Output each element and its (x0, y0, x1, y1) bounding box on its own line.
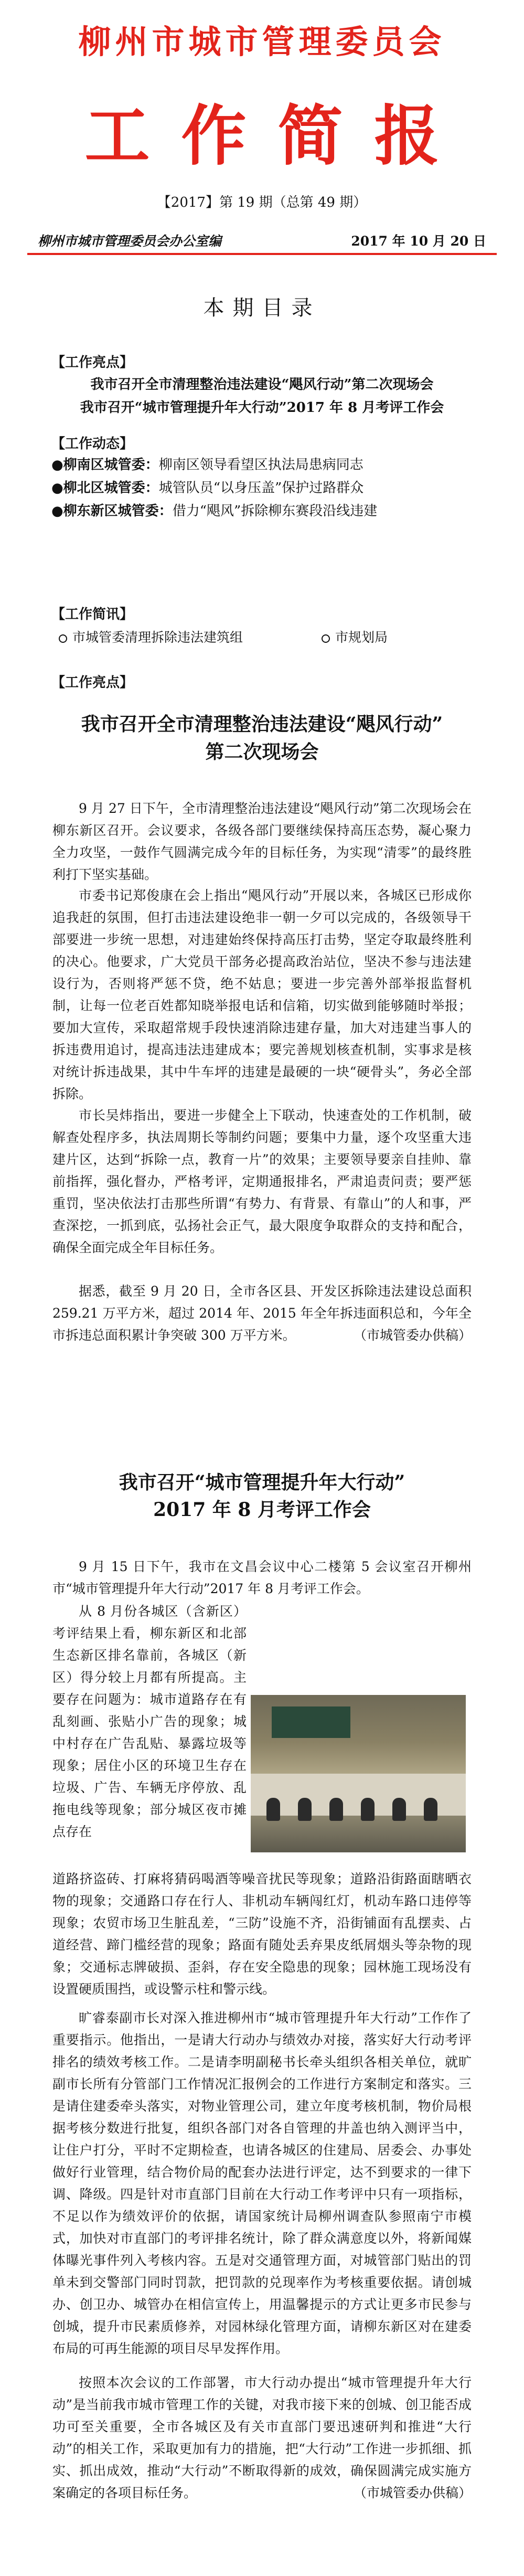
toc-brief-item (322, 627, 388, 646)
article2-wrap-paragraph: 从 8 月份各城区（含新区）考评结果上看，柳东新区和北部生态新区排名靠前，各城区（新区）得分较上月都有所提高。主要存在问题为：城市道路存在有乱刻画、张贴小广告的现象；城中村存在广告乱贴、暴露垃圾等现象；居住小区的环境卫生存在垃圾、广告、车辆无序停放、乱拖电线等现象；部分城区夜市摊点存在 (52, 1604, 247, 1839)
circle-bullet-icon (322, 634, 330, 643)
toc-highlight-item: 我市召开“城市管理提升年大行动”2017 年 8 月考评工作会 (80, 400, 444, 416)
article1-paragraph: 9 月 27 日下午，全市清理整治违法建设“飓风行动”第二次现场会在柳东新区召开。会议要求，各级各部门要继续保持高压态势，凝心聚力全力攻坚，一鼓作气圆满完成今年的目标任务，为实现“清零”的最终胜利打下坚实基础。 (52, 801, 472, 882)
article1-title-line1: 我市召开全市清理整治违法建设“飓风行动” (81, 713, 443, 735)
article2-paragraph (52, 2372, 472, 2504)
toc-highlight-item: 我市召开全市清理整治违法建设“飓风行动”第二次现场会 (90, 377, 434, 393)
dynamics-org: ●柳东新区城管委： (51, 503, 173, 519)
dynamics-text: 借力“飓风”拆除柳东赛段沿线违建 (172, 503, 378, 519)
article1-paragraph (52, 1280, 472, 1347)
publisher-line (38, 231, 486, 250)
photo-screen-shape (272, 1706, 350, 1738)
dynamics-org: ●柳南区城管委： (51, 457, 159, 473)
toc-dynamics-item (51, 478, 363, 499)
brief-title: 工作简报 (84, 98, 471, 174)
photo-person-shape (361, 1798, 375, 1821)
org-name-header: 柳州市城市管理委员会 (78, 23, 446, 61)
issue-number: 【2017】第 19 期（总第 49 期） (157, 195, 367, 210)
toc-dynamics-item (51, 501, 377, 522)
article2-paragraph: 旷睿泰副市长对深入推进柳州市“城市管理提升年大行动”工作作了重要指示。他指出，一是请大行动办与绩效办对接，落实好大行动考评排名的绩效考核工作。二是请李明副秘书长牵头组织各相关单位，就旷副市长所有分管部门工作情况汇报例会的工作进行方案制定和落实。三是请住建委牵头落实，对物业管理公司，建立年度考核机制，物价局根据考核分数进行批复，组织各部门对各自管理的井盖也纳入测评当中，让住户打分，平时不定期检查，也请各城区的住建局、居委会、办事处做好行业管理，结合物价局的配套办法进行评定，达不到要求的一律下调、降级。四是针对市直部门目前在大行动工作考评中只有一项指标，不足以作为绩效评价的依据，请国家统计局柳州调查队参照南宁市模式，加快对市直部门的考评排名统计，除了群众满意度以外，将新闻媒体曝光事件列入考核内容。五是对交通管理方面，对城管部门贴出的罚单未到交警部门同时罚款，把罚款的兑现率作为考核重要依据。请创城办、创卫办、城管办在相信宣传上，用温馨提示的方式让更多市民参与创城，提升市民素质修养，对园林绿化管理方面，请柳东新区对在建委布局的可再生能源的项目尽早发挥作用。 (52, 2010, 472, 2356)
publisher-name: 柳州市城市管理委员会办公室编 (38, 234, 222, 249)
article1-paragraph-text: 据悉，截至 9 月 20 日，全市各区县、开发区拆除违法建设总面积 259.21 万平方米，超过 2014 年、2015 年全年拆违面积总和，今年全市拆违总面积累计争突破 300 万平方米。 (52, 1284, 472, 1343)
article-highlights-label: 【工作亮点】 (51, 675, 134, 691)
article2-paragraph-text: 按照本次会议的工作部署，市大行动办提出“城市管理提升年大行动”是当前我市城市管理工作的关键，对我市接下来的创城、创卫能否成功可至关重要，全市各城区及有关市直部门要迅速研判和推进“大行动”的相关工作，采取更加有力的措施，把“大行动”工作进一步抓细、抓实、抓出成效，推动“大行动”不断取得新的成效，确保圆满完成实施方案确定的各项目标任务。 (52, 2375, 472, 2500)
toc-briefs-list (59, 627, 388, 646)
article2-title-line2: 2017 年 8 月考评工作会 (153, 1499, 371, 1521)
toc-dynamics-item (51, 454, 363, 475)
toc-highlights-label: 【工作亮点】 (51, 355, 134, 370)
dynamics-org: ●柳北区城管委： (51, 480, 159, 496)
toc-dynamics-label: 【工作动态】 (51, 436, 134, 452)
brief-item-text: 市城管委清理拆除违法建筑组 (72, 630, 243, 645)
photo-person-shape (392, 1798, 406, 1821)
dynamics-text: 城管队员“以身压盖”保护过路群众 (158, 480, 364, 496)
toc-briefs-label: 【工作简讯】 (51, 607, 134, 622)
article2-byline: （市城管委办供稿） (353, 2485, 472, 2500)
photo-person-shape (298, 1798, 312, 1821)
article1-paragraph: 市委书记郑俊康在会上指出“飓风行动”开展以来，各城区已形成你追我赶的氛围，但打击违法建设绝非一朝一夕可以完成的，各级领导干部要进一步统一思想，对违建始终保持高压打击势，坚定夺取最终胜利的决心。他要求，广大党员干部务必提高政治站位，坚决不参与违法建设行为，否则将严惩不贷，绝不姑息；要进一步完善外部举报监督机制，让每一位老百姓都知晓举报电话和信箱，切实做到能够随时举报；要加大宣传，采取超常规手段快速消除违建存量，加大对违建当事人的拆违费用追讨，提高违法违建成本；要完善规划核查机制，实事求是核对统计拆违战果，其中牛车坪的违建是最硬的一块“硬骨头”，务必全部拆除。 (52, 888, 472, 1101)
brief-item-text: 市规划局 (335, 630, 388, 645)
publish-date: 2017 年 10 月 20 日 (351, 234, 486, 249)
photo-person-shape (329, 1798, 343, 1821)
photo-person-shape (266, 1798, 280, 1821)
dynamics-text: 柳南区领导看望区执法局患病同志 (158, 457, 363, 473)
toc-title: 本期目录 (203, 296, 321, 320)
article1-paragraph: 市长吴炜指出，要进一步健全上下联动，快速查处的工作机制，破解查处程序多，执法周期长等制约问题；要集中力量，逐个攻坚重大违建片区，达到“拆除一点，教育一片”的效果；主要领导要亲自挂帅、靠前指挥，强化督办，严格考评，定期通报排名，严肃追责问责；要严惩重罚，坚决依法打击那些所谓“有势力、有背景、有靠山”的人和事，严查深挖，一抓到底，弘扬社会正气，最大限度争取群众的支持和配合，确保全面完成全年目标任务。 (52, 1108, 472, 1255)
meeting-photo (251, 1695, 466, 1852)
article2-title-line1: 我市召开“城市管理提升年大行动” (119, 1471, 405, 1493)
red-divider (27, 253, 497, 255)
circle-bullet-icon (59, 634, 67, 643)
article1-title-line2: 第二次现场会 (205, 741, 319, 763)
article1-byline: （市城管委办供稿） (353, 1328, 472, 1343)
toc-brief-item (59, 627, 243, 646)
article2-continued-paragraph: 道路挤盗砖、打麻将猜码喝酒等噪音扰民等现象；道路沿街路面瞎晒衣物的现象；交通路口存在行人、非机动车辆闯红灯，机动车路口违停等现象；农贸市场卫生脏乱差，“三防”设施不齐，沿街铺面有乱摆卖、占道经营、蹄门槛经营的现象；路面有随处丢弃果皮纸屑烟头等杂物的现象；交通标志牌破损、歪斜，存在安全隐患的现象；园林施工现场没有设置硬质围挡，或设警示柱和警示线。 (52, 1871, 472, 1997)
article2-intro: 9 月 15 日下午，我市在文昌会议中心二楼第 5 会议室召开柳州市“城市管理提升年大行动”2017 年 8 月考评工作会。 (52, 1559, 472, 1596)
photo-person-shape (424, 1798, 437, 1821)
